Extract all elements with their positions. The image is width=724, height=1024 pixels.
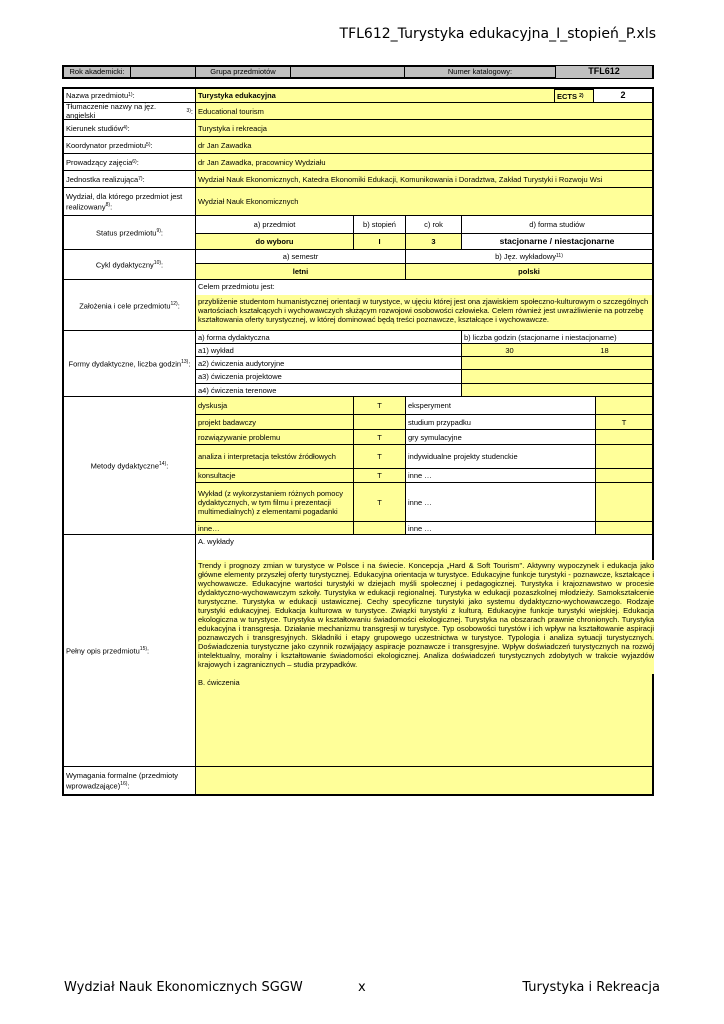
formy-h-b: b) liczba godzin (stacjonarne i niestacjonarne)	[462, 331, 652, 344]
status-h-a: a) przedmiot	[196, 216, 354, 234]
rok-label: Rok akademicki:	[64, 67, 130, 77]
zalozenia-intro: Celem przedmiotu jest:	[198, 282, 275, 291]
formy-row-niestac: 18	[557, 344, 652, 357]
kierunek-value: Turystyka i rekreacja	[196, 120, 652, 137]
formy-row-label: a3) ćwiczenia projektowe	[196, 370, 462, 384]
metody-right: gry symulacyjne	[406, 430, 596, 445]
metody-left: projekt badawczy	[196, 415, 354, 430]
metody-left: konsultacje	[196, 469, 354, 483]
metody-left-mark: T	[354, 483, 406, 522]
status-h-b: b) stopień	[354, 216, 406, 234]
status-label: Status przedmiotu$^{9)}$:	[64, 216, 196, 250]
page-footer	[64, 980, 660, 1000]
metody-right: indywidualne projekty studenckie	[406, 445, 596, 469]
cykl-v-a: letni	[196, 264, 406, 280]
opis-b-label: B. ćwiczenia	[196, 677, 652, 689]
status-v-b: I	[354, 234, 406, 250]
jednostka-label: Jednostka realizująca 7) :	[64, 171, 196, 188]
ects-value: 2	[594, 89, 652, 103]
metody-left-mark: T	[354, 430, 406, 445]
numer-value: TFL612	[555, 66, 652, 78]
zalozenia-text: przybliżenie studentom humanistycznej orientacji w turystyce, w ujęciu której jest ona zjawiskiem społeczno-kulturowym o szczególnych wartościach kształcących i wychowawczych służącym rozwojowi osobowości człowieka. Celem również jest uwrażliwienie na potrzebę kształtowania oferty turystycznej, w której dominować będą treści poznawcze, kształcące i wychowawcze.	[196, 295, 652, 331]
rok-value	[130, 67, 196, 77]
status-v-c: 3	[406, 234, 462, 250]
kierunek-label: Kierunek studiów 4) :	[64, 120, 196, 137]
metody-left-mark	[354, 415, 406, 430]
formy-row-niestac	[557, 357, 652, 370]
formy-row-stac	[462, 357, 557, 370]
metody-right-mark	[596, 483, 652, 522]
formy-row-niestac	[557, 384, 652, 397]
formy-row-stac	[462, 370, 557, 384]
metody-left: inne…	[196, 522, 354, 535]
file-title: TFL612_Turystyka edukacyjna_I_stopień_P.xls	[339, 26, 656, 42]
metody-right-mark	[596, 430, 652, 445]
grupa-label: Grupa przedmiotów	[196, 67, 290, 77]
status-v-a: do wyboru	[196, 234, 354, 250]
opis-label: Pełny opis przedmiotu$^{15)}$:	[64, 535, 196, 767]
nazwa-label: Nazwa przedmiotu 1) :	[64, 89, 196, 103]
footer-right: Turystyka i Rekreacja	[522, 980, 660, 995]
metody-right-mark	[596, 445, 652, 469]
prowadzacy-value: dr Jan Zawadka, pracownicy Wydziału	[196, 154, 652, 171]
cykl-h-b: b) Jęz. wykładowy 11)	[406, 250, 652, 264]
cykl-label: Cykl dydaktyczny$^{10)}$:	[64, 250, 196, 280]
metody-label: Metody dydaktyczne$^{14)}$:	[64, 397, 196, 535]
wymagania-label: Wymagania formalne (przedmioty wprowadzające)$^{16)}$:	[64, 767, 196, 794]
koordynator-value: dr Jan Zawadka	[196, 137, 652, 154]
metody-right: inne …	[406, 469, 596, 483]
metody-right-mark	[596, 397, 652, 415]
wymagania-value	[196, 767, 652, 794]
cykl-h-a: a) semestr	[196, 250, 406, 264]
metody-right: eksperyment	[406, 397, 596, 415]
koordynator-label: Koordynator przedmiotu 5) :	[64, 137, 196, 154]
metody-left: analiza i interpretacja tekstów źródłowych	[196, 445, 354, 469]
formy-h-a: a) forma dydaktyczna	[196, 331, 462, 344]
metody-right: inne …	[406, 483, 596, 522]
formy-row-label: a4) ćwiczenia terenowe	[196, 384, 462, 397]
wydzial-value: Wydział Nauk Ekonomicznych	[196, 188, 652, 216]
metody-left-mark: T	[354, 445, 406, 469]
metody-right-mark	[596, 469, 652, 483]
metody-right: inne …	[406, 522, 596, 535]
metody-left-mark: T	[354, 469, 406, 483]
formy-row-label: a1) wykład	[196, 344, 462, 357]
metody-left: rozwiązywanie problemu	[196, 430, 354, 445]
formy-row-niestac	[557, 370, 652, 384]
numer-label: Numer katalogowy:	[405, 67, 555, 77]
metody-left-mark	[354, 522, 406, 535]
formy-row-label: a2) ćwiczenia audytoryjne	[196, 357, 462, 370]
formy-label: Formy dydaktyczne, liczba godzin$^{13)}$:	[64, 331, 196, 397]
zalozenia-label: Założenia i cele przedmiotu$^{12)}$:	[64, 280, 196, 331]
metody-left: dyskusja	[196, 397, 354, 415]
opis-b-text	[196, 689, 652, 767]
ects-label: ECTS 2)	[554, 89, 594, 103]
footer-left: Wydział Nauk Ekonomicznych SGGW	[64, 980, 303, 995]
formy-row-stac	[462, 384, 557, 397]
opis-a-label: A. wykłady	[198, 537, 234, 546]
formy-row-stac: 30	[462, 344, 557, 357]
opis-a-text: Trendy i prognozy zmian w turystyce w Polsce i na świecie. Koncepcja „Hard & Soft Tourism". Aktywny wypoczynek i edukacja jako główne elementy przyszłej oferty turystycznej. Edukacyjna orientacja w turystyce. Edukacyjne funkcje turystyki - poznawcze, kształcące i wychowawcze. Edukacyjne wartości turystyki w dziejach myśli społecznej i pedagogicznej. Turystyka i krajoznawstwo w procesie dydaktyczno-wychowawczym szkoły. Turystyka w edukacji regionalnej. Turystyka w edukacji pozaszkolnej młodzieży. Samokształcenie turystyczne. Turystyka w edukacji ustawicznej. Cechy specyficzne turystyki jako systemu dydaktyczno-wychowawczego. Rodzaje turystyki edukacyjnej. Edukacja kulturowa w turystyce. Związki turystyki z kulturą. Edukacyjne funkcje turystyki wiejskiej. Edukacja ekologiczna w turystyce. Turystyka w kształtowaniu świadomości ekologicznej. Turystyka na obszarach prawnie chronionych. Turystyka edukacyjna i transgresja. Działanie mechanizmu transgresji w turystyce. Typ osobowości turystów i ich wpływ na kształtowanie aspiracji poznawczych i transgresyjnych. Składniki i etapy grupowego uczestnictwa w turystyce. Typologia i analiza sytuacji turystycznych. Doświadczenia turystyczne jako czynnik rozwijający aspiracje poznawcze i transgresyjne. Wpływ doświadczeń turystycznych na rozwój intelektualny, moralny i kształtowanie świadomości ekologicznej. Analiza doświadczeń turystycznych zdobytych w trakcie wyjazdów krajowych i zagranicznych – studia przypadków.	[196, 560, 654, 674]
nazwa-value: Turystyka edukacyjna	[196, 89, 554, 103]
grupa-value	[290, 67, 405, 77]
metody-right-mark: T	[596, 415, 652, 430]
tlumaczenie-value: Educational tourism	[196, 103, 652, 120]
status-h-d: d) forma studiów	[462, 216, 652, 234]
status-h-c: c) rok	[406, 216, 462, 234]
metody-left: Wykład (z wykorzystaniem różnych pomocy dydaktycznych, w tym filmu i prezentacji multimedialnych) z elementami pogadanki	[196, 483, 354, 522]
footer-center: x	[358, 980, 366, 995]
metody-right-mark	[596, 522, 652, 535]
metody-right: studium przypadku	[406, 415, 596, 430]
metody-left-mark: T	[354, 397, 406, 415]
wydzial-label: Wydział, dla którego przedmiot jest realizowany$^{8)}$:	[64, 188, 196, 216]
jednostka-value: Wydział Nauk Ekonomicznych, Katedra Ekonomiki Edukacji, Komunikowania i Doradztwa, Zakład Turystyki i Rozwoju Wsi	[196, 171, 652, 188]
prowadzacy-label: Prowadzący zajęcia 6) :	[64, 154, 196, 171]
cykl-v-b: polski	[406, 264, 652, 280]
tlumaczenie-label: Tłumaczenie nazwy na jęz. angielski 3) :	[64, 103, 196, 120]
status-v-d: stacjonarne / niestacjonarne	[462, 234, 652, 250]
